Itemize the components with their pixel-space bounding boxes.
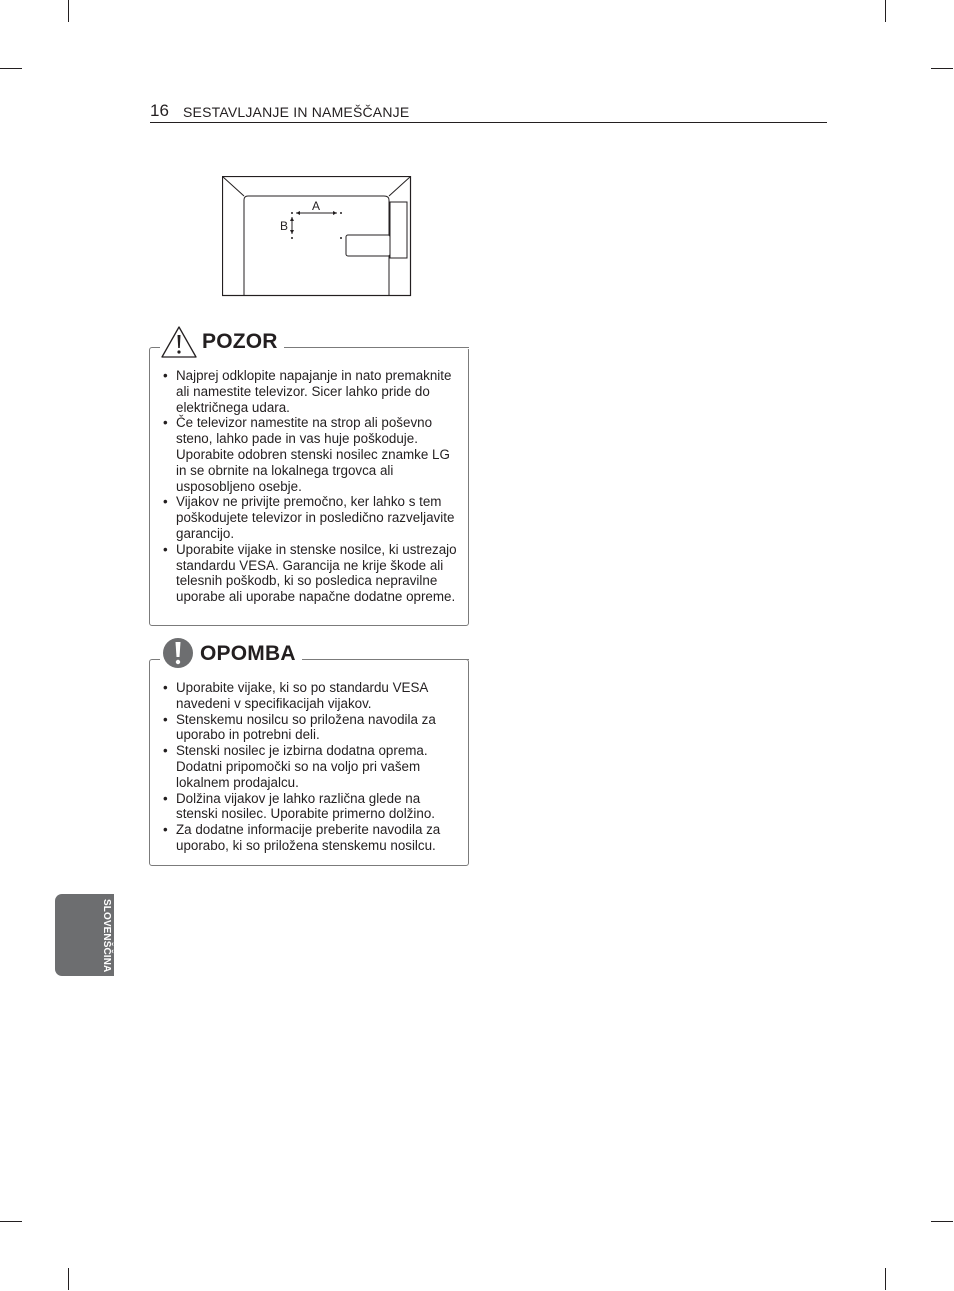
list-item: • Če televizor namestite na strop ali poševno steno, lahko pade in vas huje poškoduje. Uporabite odobren stenski nosilec znamke LG in se obrnite na lokalnega trgovca ali usposobljeno osebje. (162, 415, 462, 494)
list-item: • Uporabite vijake, ki so po standardu VESA navedeni v specifikacijah vijakov. (162, 680, 462, 712)
dimension-label-b: B (280, 219, 289, 233)
warning-triangle-icon (160, 325, 198, 359)
caution-heading-line (299, 347, 469, 348)
caution-list (162, 368, 462, 605)
crop-mark (0, 1221, 22, 1222)
crop-mark (931, 68, 953, 69)
list-item: • Stenskemu nosilcu so priložena navodila za uporabo in potrebni deli. (162, 712, 462, 744)
note-list (162, 680, 462, 854)
caution-heading (160, 323, 284, 361)
list-item: • Uporabite vijake in stenske nosilce, ki ustrezajo standardu VESA. Garancija ne krije škode ali telesnih poškodb, ki so posledica nepravilne uporabe ali uporabe napačne dodatne opreme. (162, 542, 462, 605)
caution-title: POZOR (202, 330, 278, 353)
crop-mark (68, 0, 69, 22)
note-heading (160, 635, 302, 673)
list-item: • Dolžina vijakov je lahko različna glede na stenski nosilec. Uporabite primerno dolžino. (162, 791, 462, 823)
note-title: OPOMBA (200, 642, 296, 665)
page-header (150, 101, 827, 123)
language-tab-label: SLOVENŠČINA (101, 899, 112, 973)
crop-mark (68, 1268, 69, 1290)
list-item: • Najprej odklopite napajanje in nato premaknite ali namestite televizor. Sicer lahko pride do električnega udara. (162, 368, 462, 415)
crop-mark (885, 1268, 886, 1290)
tv-back-diagram (222, 176, 412, 297)
dimension-label-a: A (312, 199, 321, 213)
crop-mark (931, 1221, 953, 1222)
exclamation-circle-icon (160, 636, 196, 672)
note-heading-line (309, 659, 469, 660)
crop-mark (885, 0, 886, 22)
list-item: • Vijakov ne privijte premočno, ker lahko s tem poškodujete televizor in posledično razveljavite garancijo. (162, 494, 462, 541)
crop-mark (0, 68, 22, 69)
list-item: • Stenski nosilec je izbirna dodatna oprema. Dodatni pripomočki so na voljo pri vašem lokalnem prodajalcu. (162, 743, 462, 790)
section-title: SESTAVLJANJE IN NAMEŠČANJE (183, 104, 410, 120)
list-item: • Za dodatne informacije preberite navodila za uporabo, ki so priložena stenskemu nosilcu. (162, 822, 462, 854)
page-number: 16 (150, 101, 169, 120)
